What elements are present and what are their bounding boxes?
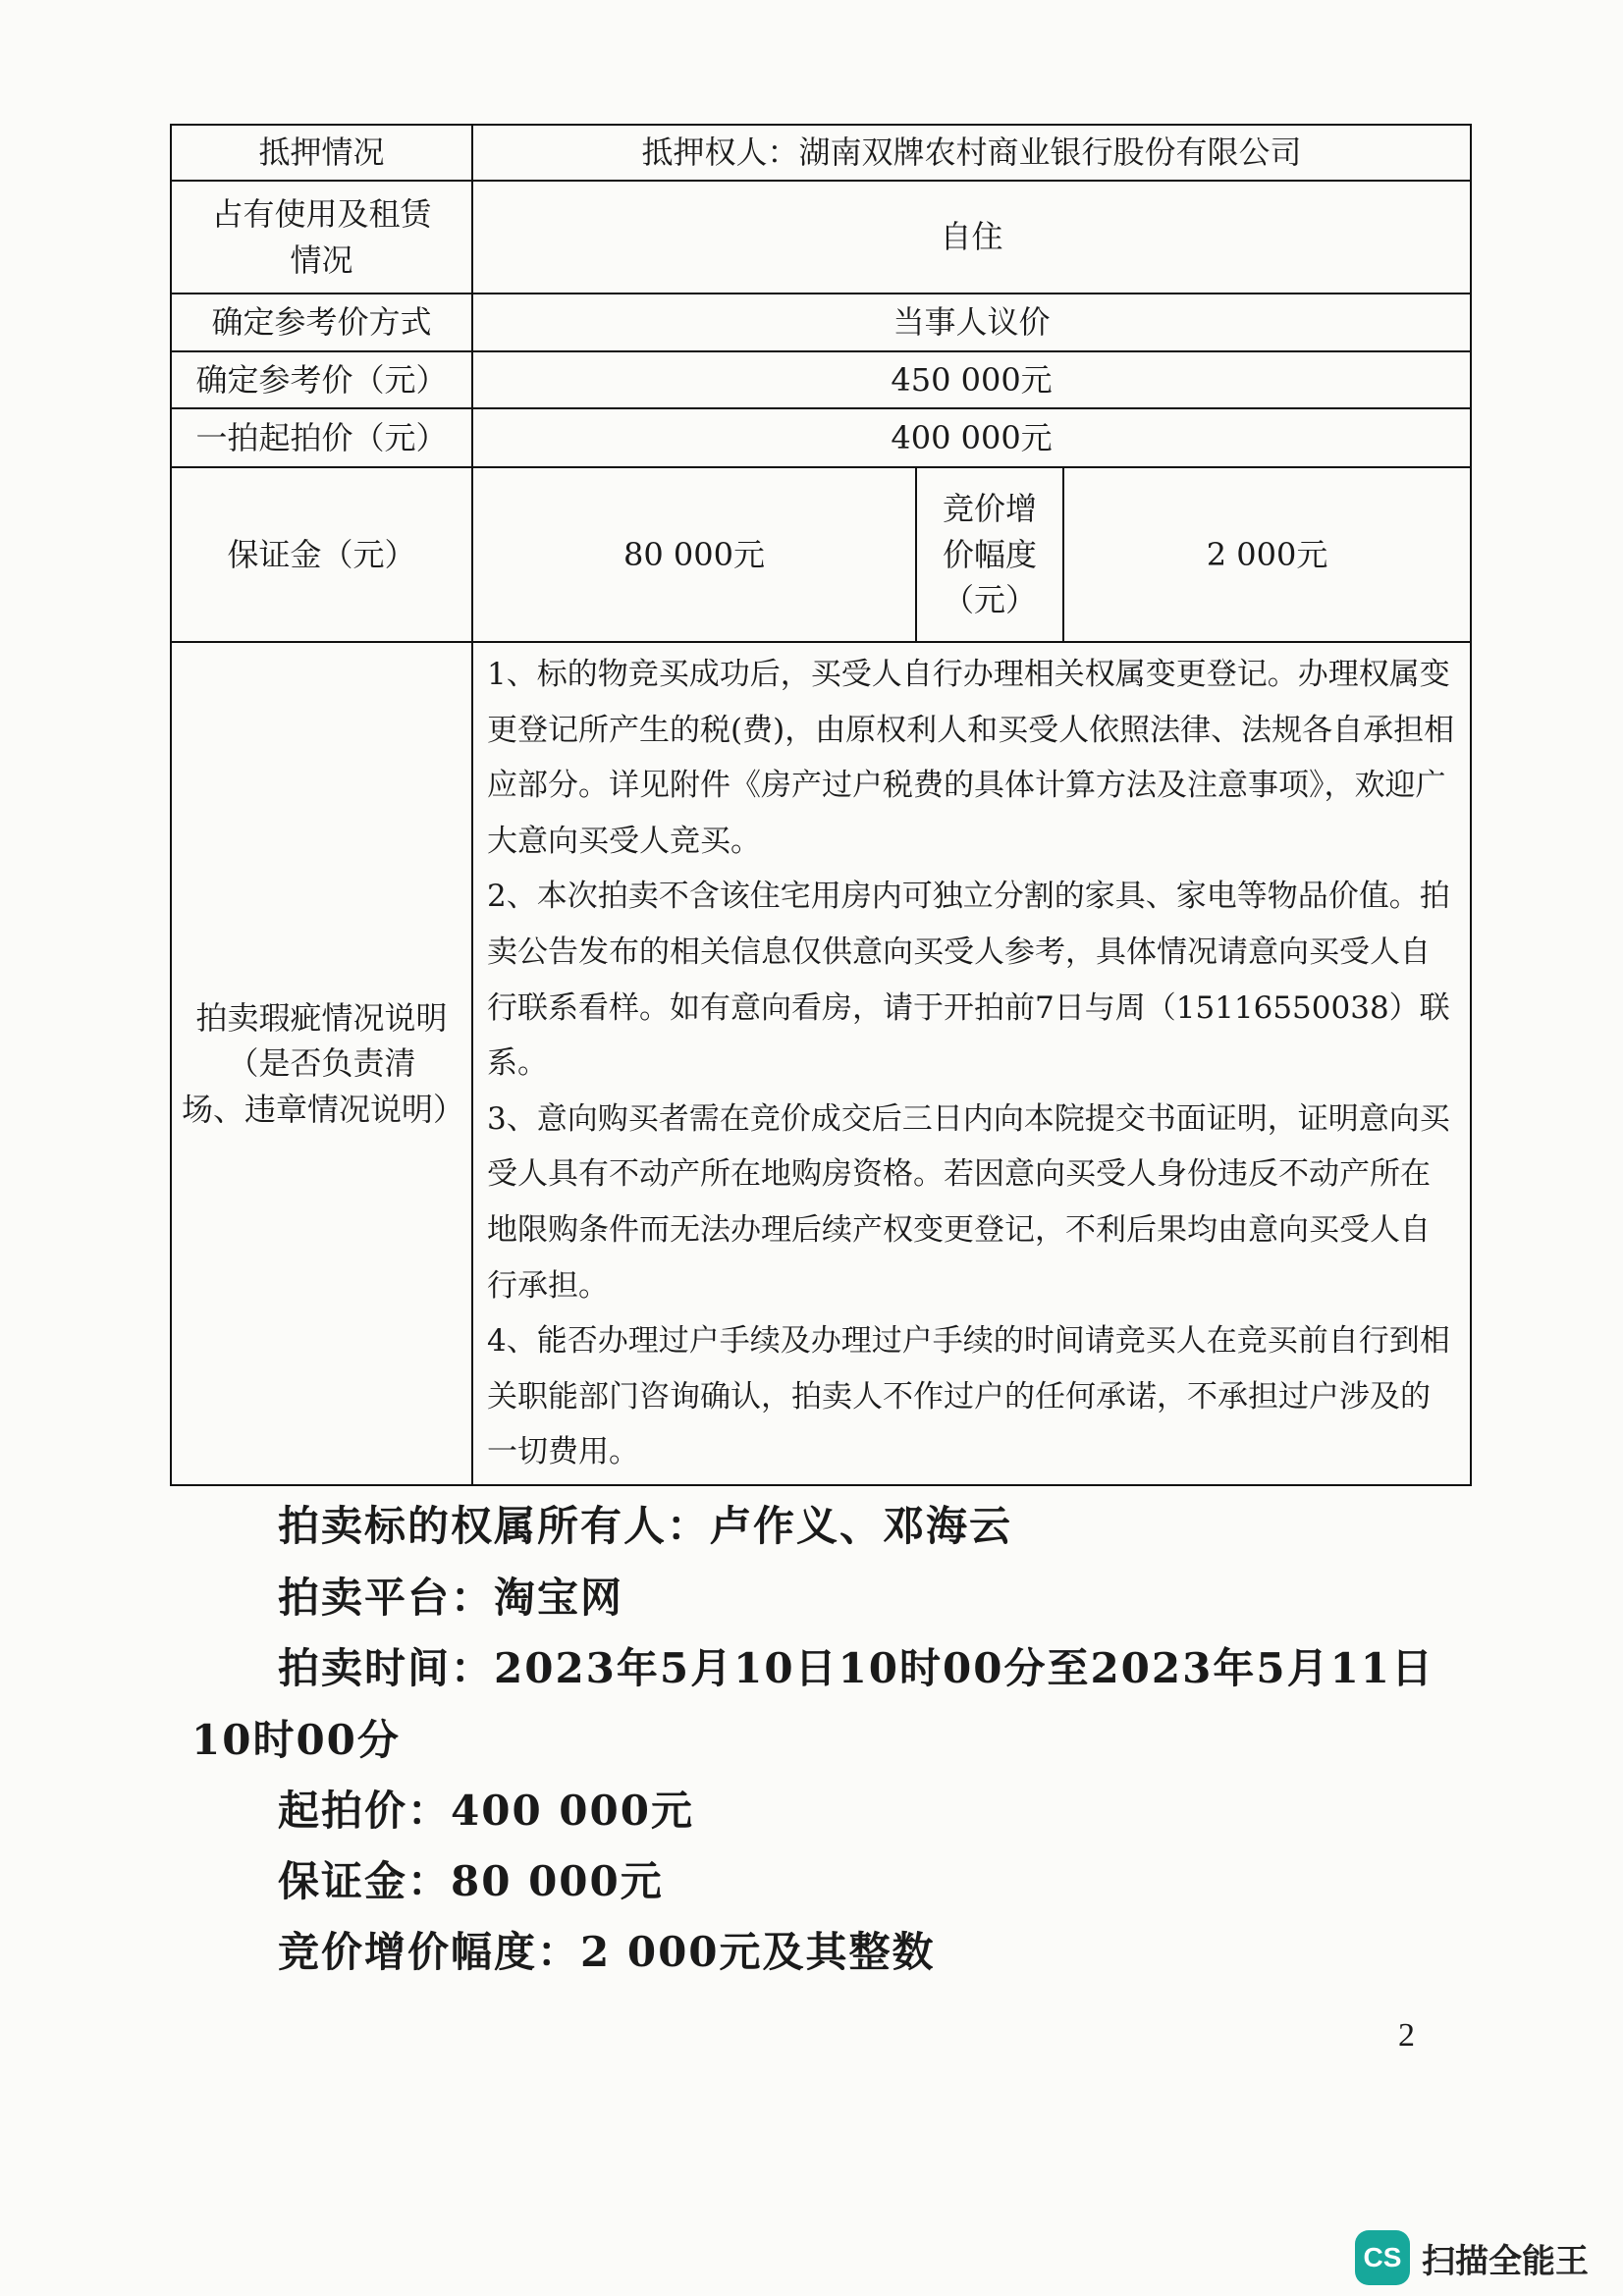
- occupancy-label: [171, 181, 472, 294]
- defects-label: [171, 642, 472, 1485]
- scanner-watermark: [1355, 2228, 1589, 2287]
- note-item: 1、标的物竞买成功后，买受人自行办理相关权属变更登记。办理权属变更登记所产生的税(费)，由原权利人和买受人依照法律、法规各自承担相应部分。详见附件《房产过户税费的具体计算方法及注意事项》，欢迎广大意向买受人竞买。: [487, 657, 1455, 859]
- defects-label-line2: （是否负责清: [227, 1044, 416, 1083]
- starting-price-value: 400 000元: [472, 408, 1471, 467]
- auction-time-line: 拍卖时间：2023年5月10日10时00分至2023年5月11日: [278, 1644, 1435, 1692]
- defects-label-line1: 拍卖瑕疵情况说明: [195, 998, 448, 1037]
- mortgage-value: 抵押权人：湖南双牌农村商业银行股份有限公司: [472, 125, 1471, 181]
- increment-label: [916, 467, 1063, 642]
- table-row: [171, 642, 1471, 1485]
- occupancy-label-line1: 占有使用及租赁: [211, 195, 432, 234]
- starting-price-line: 起拍价：400 000元: [278, 1787, 694, 1835]
- platform-line: 拍卖平台：淘宝网: [278, 1574, 624, 1622]
- table-row: [171, 408, 1471, 467]
- occupancy-label-line2: 情况: [290, 240, 353, 279]
- deposit-line: 保证金：80 000元: [278, 1857, 664, 1905]
- watermark-text: 扫描全能王: [1422, 2241, 1589, 2281]
- increment-label-line3: （元）: [942, 581, 1037, 619]
- note-item: 3、意向购买者需在竞价成交后三日内向本院提交书面证明，证明意向买受人具有不动产所在地购房资格。若因意向买受人身份违反不动产所在地限购条件而无法办理后续产权变更登记，不利后果均由意向买受人自行承担。: [487, 1100, 1450, 1304]
- increment-value: 2 000元: [1063, 467, 1471, 642]
- reference-method-label: 确定参考价方式: [171, 294, 472, 351]
- page-number: 2: [1398, 2017, 1415, 2054]
- reference-price-value: 450 000元: [472, 351, 1471, 408]
- increment-label-line1: 竞价增: [942, 490, 1037, 528]
- table-row: [171, 181, 1471, 294]
- increment-line: 竞价增价幅度：2 000元及其整数: [278, 1928, 936, 1976]
- defects-label-line3: 场、违章情况说明）: [182, 1090, 465, 1128]
- table-row: [171, 125, 1471, 181]
- table-row: [171, 467, 1471, 642]
- note-item: 4、能否办理过户手续及办理过户手续的时间请竞买人在竞买前自行到相关职能部门咨询确认，拍卖人不作过户的任何承诺，不承担过户涉及的一切费用。: [487, 1323, 1450, 1470]
- reference-method-value: 当事人议价: [472, 294, 1471, 351]
- reference-price-label: 确定参考价（元）: [171, 351, 472, 408]
- auction-time-line-cont: 10时00分: [191, 1716, 401, 1764]
- mortgage-label: 抵押情况: [171, 125, 472, 181]
- note-item: 2、本次拍卖不含该住宅用房内可独立分割的家具、家电等物品价值。拍卖公告发布的相关信息仅供意向买受人参考，具体情况请意向买受人自行联系看样。如有意向看房，请于开拍前7日与周（15116550038）联系。: [487, 879, 1450, 1082]
- table-row: [171, 351, 1471, 408]
- camscanner-logo-icon: CS: [1355, 2230, 1410, 2285]
- auction-info-table: [170, 124, 1472, 1486]
- defects-notes: [472, 642, 1471, 1485]
- starting-price-label: 一拍起拍价（元）: [171, 408, 472, 467]
- deposit-label: 保证金（元）: [171, 467, 472, 642]
- owners-line: 拍卖标的权属所有人：卢作义、邓海云: [278, 1502, 1013, 1550]
- deposit-value: 80 000元: [472, 467, 916, 642]
- increment-label-line2: 价幅度: [942, 535, 1037, 573]
- table-row: [171, 294, 1471, 351]
- occupancy-value: 自住: [472, 181, 1471, 294]
